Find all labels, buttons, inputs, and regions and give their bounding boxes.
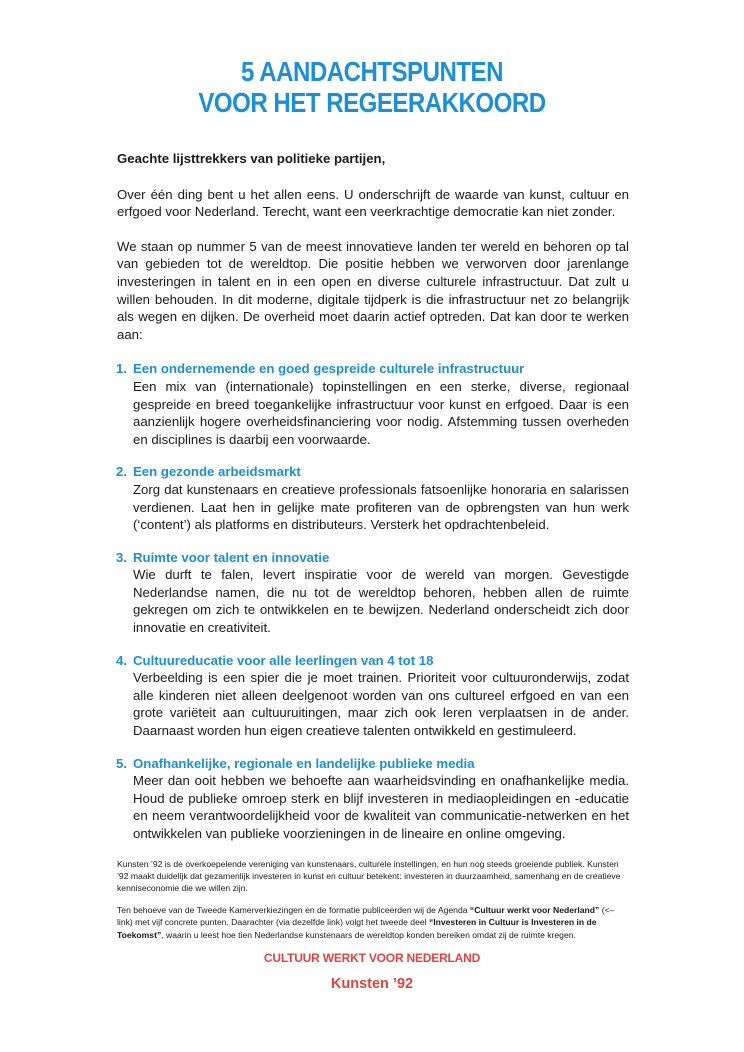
point-title: Cultuureducatie voor alle leerlingen van 4 tot 18 (133, 652, 434, 668)
point-text: Wie durft te falen, levert inspiratie voor de wereld van morgen. Gevestigde Nederlandse namen, die nu tot de wereldtop behoren, hebben allen de ruimte gekregen om zich te ontwikkelen en te bewijzen. Nederland onderscheidt zich door innovatie en creativiteit. (133, 567, 629, 636)
second-part-link[interactable]: “Investeren in Cultuur is Investeren in de Toekomst” (117, 917, 597, 940)
fine-print-agenda (117, 904, 629, 941)
title-line-1: 5 AANDACHTSPUNTEN (241, 56, 503, 87)
fine-print-about: Kunsten ’92 is de overkoepelende vereniging van kunstenaars, culturele instellingen, en hun nog steeds groeiende publiek. Kunsten ’92 maakt duidelijk dat gezamenlijk investeren in kunst en cultuur betekent: investeren in duurzaamheid, samenhang en de creatieve kenniseconomie die we willen zijn. (117, 858, 621, 893)
point-text: Verbeelding is een spier die je moet trainen. Prioriteit voor cultuuronderwijs, zodat alle kinderen niet alleen deelgenoot worden van ons cultureel erfgoed en van een grote variëteit aan cultuuruitingen, maar zich ook leren verplaatsen in de ander. Daarnaast worden hun eigen creatieve talenten ontwikkeld en gestimuleerd. (133, 670, 629, 739)
point-title: Ruimte voor talent en innovatie (133, 549, 330, 565)
point-text: Zorg dat kunstenaars en creatieve professionals fatsoenlijke honoraria en salarissen verdienen. Laat hen in gelijke mate profiteren van de opbrengsten van hun werk (‘content’) als platforms en distributeurs. Versterk het opdrachtenbeleid. (133, 481, 629, 533)
point-text: Meer dan ooit hebben we behoefte aan waarheidsvinding en onafhankelijke media. Houd de publieke omroep sterk en blijf investeren in mediaopleidingen en -educatie en neem verantwoordelijkheid voor de kwaliteit van communicatie-netwerken en het ontwikkelen van publieke voorzieningen in de lineaire en online omgeving. (133, 773, 629, 841)
title-line-2: VOOR HET REGEERAKKOORD (198, 87, 546, 118)
point-item (117, 360, 629, 448)
agenda-link[interactable]: “Cultuur werkt voor Nederland” (469, 905, 600, 916)
footer-slogan: CULTUUR WERKT VOOR NEDERLAND (263, 951, 481, 965)
point-item (117, 463, 629, 533)
fine-print-text: (<– link) met vijf concrete punten. Daarachter (via dezelfde link) volgt het tweede deel (117, 905, 615, 928)
fine-print-text: , waarin u leest hoe tien Nederlandse kunstenaars de wereldtop konden bereiken omdat zij de ruimte kregen. (161, 929, 576, 940)
point-title: Een ondernemende en goed gespreide culturele infrastructuur (133, 361, 525, 377)
point-number: 4. (116, 652, 127, 668)
letter-body (117, 150, 629, 951)
point-number: 3. (116, 549, 127, 565)
intro-paragraph-1: Over één ding bent u het allen eens. U onderschrijft de waarde van kunst, cultuur en erfgoed voor Nederland. Terecht, want een veerkrachtige democratie kan niet zonder. (117, 186, 629, 220)
kunsten92-logo: Kunsten ’92 (330, 976, 414, 992)
fine-print-text: Ten behoeve van de Tweede Kamerverkiezingen en de formatie publiceerden wij de Agenda (117, 905, 470, 916)
point-title: Een gezonde arbeidsmarkt (133, 464, 301, 480)
page-title (0, 56, 744, 118)
salutation: Geachte lijsttrekkers van politieke partijen, (117, 151, 386, 166)
point-number: 1. (116, 361, 127, 377)
point-number: 2. (116, 464, 127, 480)
point-item (117, 549, 629, 637)
point-number: 5. (116, 755, 127, 771)
point-title: Onafhankelijke, regionale en landelijke publieke media (133, 755, 475, 771)
point-text: Een mix van (internationale) topinstellingen en een sterke, diverse, regionaal gespreide en breed toegankelijke infrastructuur voor kunst en erfgoed. Daar is een aanzienlijk hogere overheidsfinanciering voor nodig. Afstemming tussen overheden en disciplines is daarbij een voorwaarde. (133, 378, 629, 447)
intro-paragraph-2: We staan op nummer 5 van de meest innovatieve landen ter wereld en behoren op tal van gebieden tot de wereldtop. Die positie hebben we verworven door jarenlange investeringen in talent en in een open en diverse culturele infrastructuur. Dat zult u willen behouden. In dit moderne, digitale tijdperk is die infrastructuur net zo belangrijk als wegen en dijken. De overheid moet daarin actief optreden. Dat kan door te werken aan: (117, 238, 629, 342)
fine-print (117, 858, 629, 941)
points-list (117, 360, 629, 842)
point-item (117, 755, 629, 843)
point-item (117, 652, 629, 740)
